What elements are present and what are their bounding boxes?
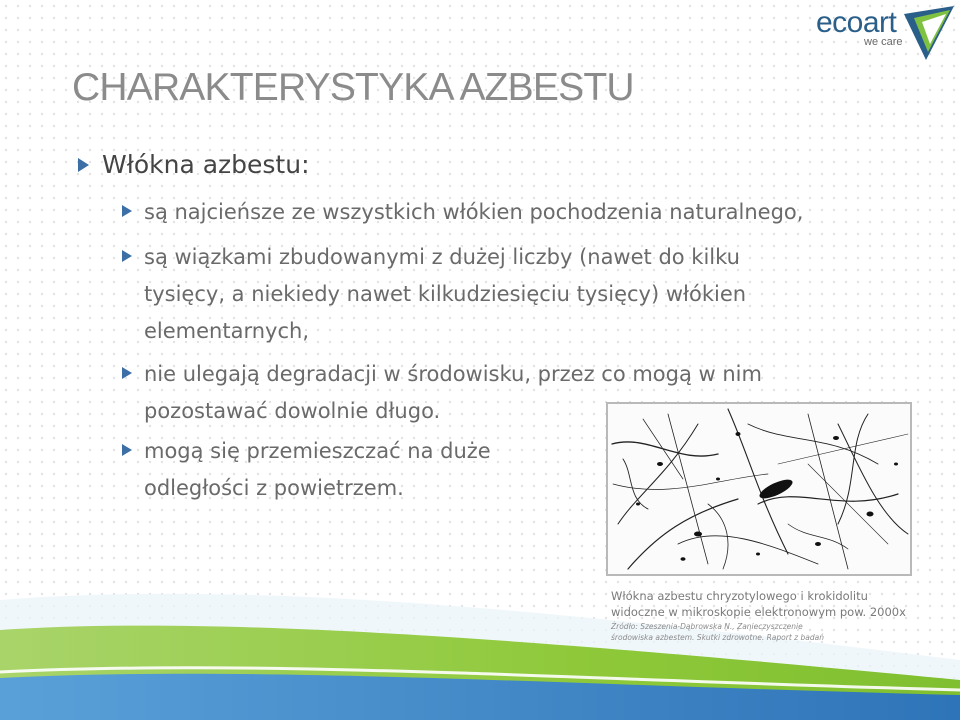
figure-source: Źródło: Szeszenia-Dąbrowska N., Zanieczyszczenie środowiska azbestem. Skutki zdrowotne. Raport z badań [611,622,824,642]
logo-tagline: we care [864,36,903,48]
sub-bullet-1 [122,194,842,231]
bullet-arrow-icon [122,250,132,262]
heading-bullet-text: Włókna azbestu: [102,150,310,179]
slide-title: CHARAKTERYSTYKA AZBESTU [72,66,634,109]
bullet-arrow-icon [122,205,132,217]
sub-bullet-text: są najcieńsze ze wszystkich włókien pochodzenia naturalnego, [144,200,804,224]
bullet-arrow-icon [78,158,89,172]
caption-line-2: widoczne w mikroskopie elektronowym pow. 2000x [611,605,906,619]
sub-bullet-text: mogą się przemieszczać na duże odległości z powietrzem. [144,439,491,500]
bullet-arrow-icon [122,444,132,456]
heading-bullet [78,150,310,179]
figure-caption [611,588,911,620]
sub-bullet-text: są wiązkami zbudowanymi z dużej liczby (nawet do kilku tysięcy, a niekiedy nawet kilkudziesięciu tysięcy) włókien elementarnych, [144,245,747,343]
asbestos-fibers-illustration [608,404,910,574]
ecoart-logo [816,6,956,66]
caption-line-1: Włókna azbestu chryzotylowego i krokidolitu [611,589,868,603]
sub-bullet-4 [122,433,552,507]
sub-bullet-text: nie ulegają degradacji w środowisku, przez co mogą w nim pozostawać dowolnie długo. [144,362,762,423]
logo-mark-icon [904,6,956,62]
bullet-arrow-icon [122,367,132,379]
asbestos-microscope-image [606,402,912,576]
logo-wordmark: ecoart [816,6,897,39]
sub-bullet-2 [122,239,802,350]
